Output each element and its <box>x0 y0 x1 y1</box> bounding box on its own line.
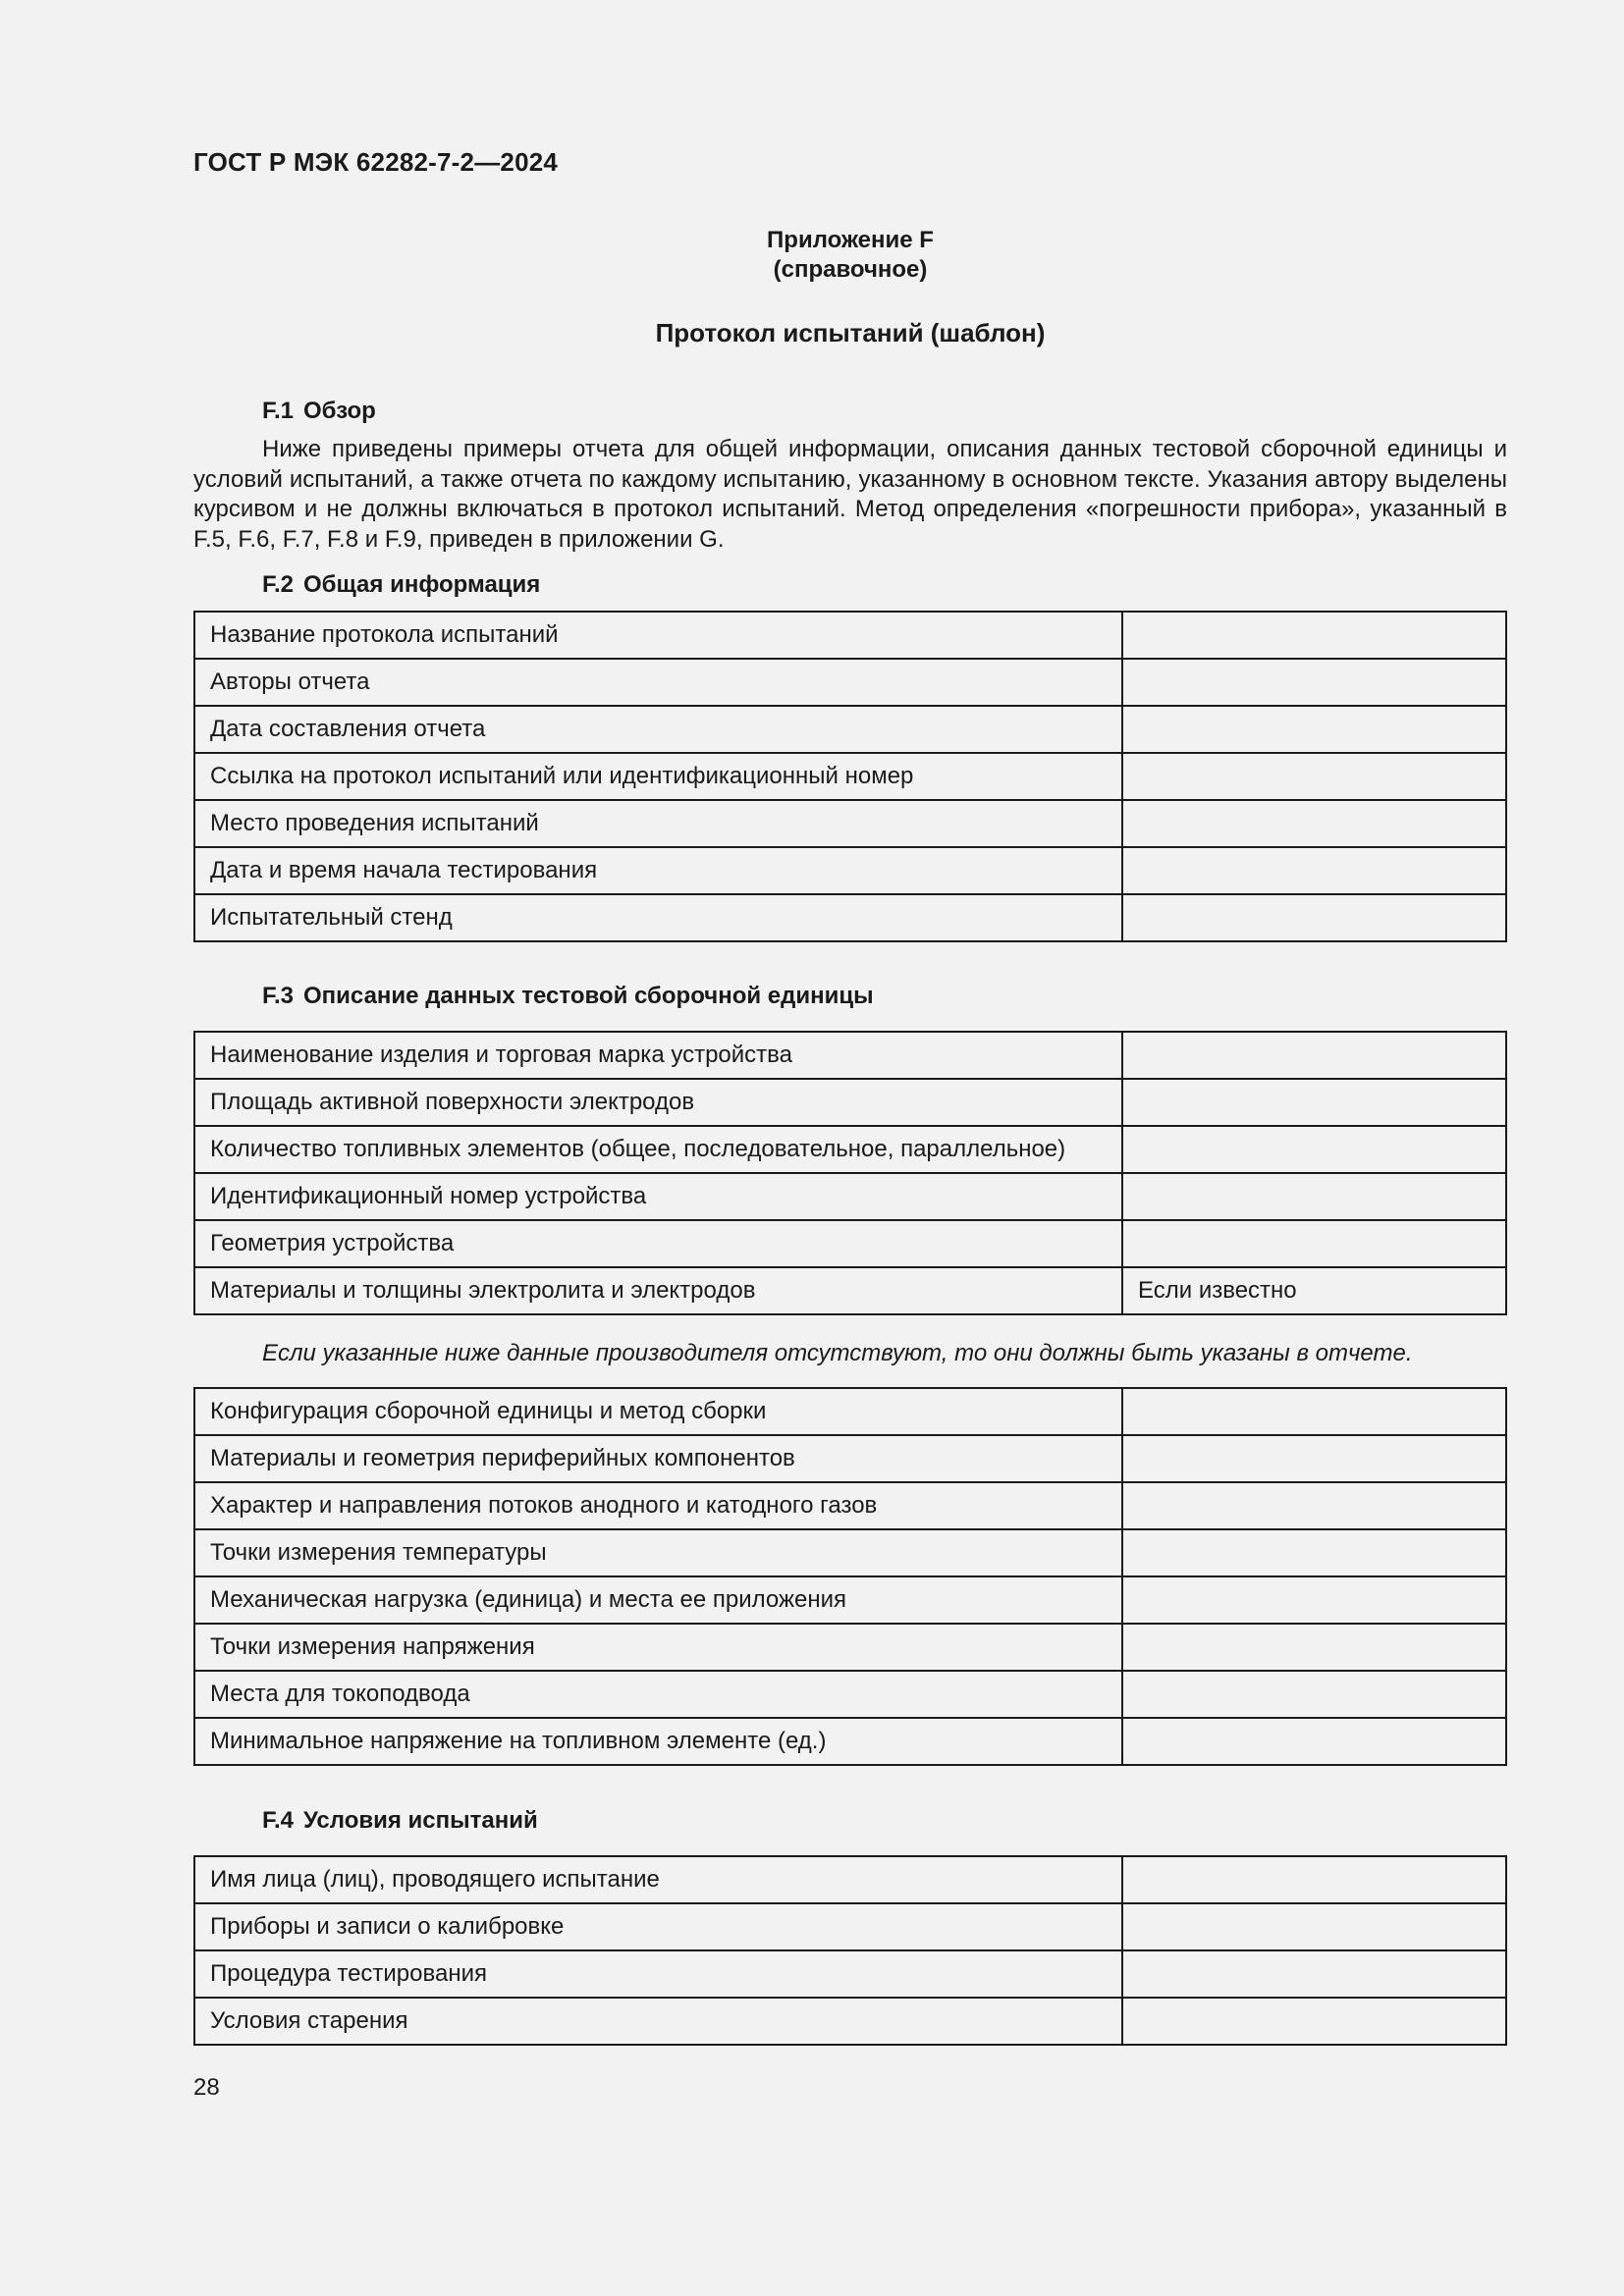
test-unit-table <box>193 1031 1507 1315</box>
table-row <box>194 1079 1506 1126</box>
row-value <box>1122 1173 1506 1220</box>
row-value <box>1122 1079 1506 1126</box>
section-f4-title: Условия испытаний <box>303 1807 538 1834</box>
table-row <box>194 1856 1506 1903</box>
section-f3-title: Описание данных тестовой сборочной единицы <box>303 983 874 1009</box>
row-value <box>1122 1998 1506 2045</box>
row-value <box>1122 1482 1506 1529</box>
section-f1-heading <box>262 398 376 425</box>
table-row <box>194 659 1506 706</box>
row-value <box>1122 1671 1506 1718</box>
table-row <box>194 1671 1506 1718</box>
table-row <box>194 1903 1506 1950</box>
table-row <box>194 1220 1506 1267</box>
table-row <box>194 1435 1506 1482</box>
row-label: Авторы отчета <box>194 659 1122 706</box>
table-row <box>194 1718 1506 1765</box>
row-label: Процедура тестирования <box>194 1950 1122 1998</box>
table-row <box>194 1950 1506 1998</box>
author-note: Если указанные ниже данные производителя отсутствуют, то они должны быть указаны в отчете. <box>262 1340 1413 1366</box>
row-value <box>1122 1718 1506 1765</box>
section-f2-title: Общая информация <box>303 571 541 598</box>
row-label: Приборы и записи о калибровке <box>194 1903 1122 1950</box>
general-info-table <box>193 611 1507 942</box>
row-value <box>1122 1950 1506 1998</box>
row-value <box>1122 1435 1506 1482</box>
table-row <box>194 1624 1506 1671</box>
table-row <box>194 847 1506 894</box>
section-f1-paragraph: Ниже приведены примеры отчета для общей информации, описания данных тестовой сборочной единицы и условий испытаний, а также отчета по каждому испытанию, указанному в основном тексте. Указания автору выделены курсивом и не должны включаться в протокол испытаний. Метод определения «погрешности прибора», указанный в F.5, F.6, F.7, F.8 и F.9, приведен в приложении G. <box>193 436 1507 553</box>
row-value <box>1122 800 1506 847</box>
table-row <box>194 1032 1506 1079</box>
row-label: Материалы и толщины электролита и электродов <box>194 1267 1122 1314</box>
row-label: Механическая нагрузка (единица) и места ее приложения <box>194 1576 1122 1624</box>
table-row <box>194 1173 1506 1220</box>
row-value <box>1122 1624 1506 1671</box>
section-f1-number: F.1 <box>262 398 295 424</box>
row-value <box>1122 706 1506 753</box>
row-label: Идентификационный номер устройства <box>194 1173 1122 1220</box>
table-row <box>194 1576 1506 1624</box>
row-label: Дата составления отчета <box>194 706 1122 753</box>
table-row <box>194 1482 1506 1529</box>
row-label: Геометрия устройства <box>194 1220 1122 1267</box>
protocol-title: Протокол испытаний (шаблон) <box>655 318 1046 347</box>
row-value <box>1122 1529 1506 1576</box>
row-value <box>1122 659 1506 706</box>
table-row <box>194 1388 1506 1435</box>
section-f4-number: F.4 <box>262 1807 295 1834</box>
table-row <box>194 1126 1506 1173</box>
row-value <box>1122 1903 1506 1950</box>
row-label: Имя лица (лиц), проводящего испытание <box>194 1856 1122 1903</box>
row-label: Места для токоподвода <box>194 1671 1122 1718</box>
table-row <box>194 1267 1506 1314</box>
table-row <box>194 706 1506 753</box>
row-value <box>1122 753 1506 800</box>
table-row <box>194 1998 1506 2045</box>
row-value <box>1122 1856 1506 1903</box>
row-label: Условия старения <box>194 1998 1122 2045</box>
annex-heading <box>193 226 1507 285</box>
section-f4-heading <box>262 1807 538 1835</box>
row-value <box>1122 894 1506 941</box>
annex-title: Приложение F <box>767 227 934 253</box>
row-label: Количество топливных элементов (общее, последовательное, параллельное) <box>194 1126 1122 1173</box>
row-value <box>1122 1032 1506 1079</box>
table-row <box>194 612 1506 659</box>
row-value <box>1122 1388 1506 1435</box>
section-f2-heading <box>262 571 540 599</box>
row-label: Испытательный стенд <box>194 894 1122 941</box>
row-value <box>1122 1576 1506 1624</box>
row-label: Материалы и геометрия периферийных компонентов <box>194 1435 1122 1482</box>
section-f3-heading <box>262 983 874 1010</box>
row-label: Дата и время начала тестирования <box>194 847 1122 894</box>
row-label: Точки измерения температуры <box>194 1529 1122 1576</box>
section-f3-number: F.3 <box>262 983 295 1009</box>
row-value: Если известно <box>1122 1267 1506 1314</box>
page-number: 28 <box>193 2074 220 2101</box>
table-row <box>194 894 1506 941</box>
annex-subtitle: (справочное) <box>773 256 928 283</box>
section-f2-number: F.2 <box>262 571 295 598</box>
table-row <box>194 753 1506 800</box>
row-label: Название протокола испытаний <box>194 612 1122 659</box>
row-label: Место проведения испытаний <box>194 800 1122 847</box>
row-label: Точки измерения напряжения <box>194 1624 1122 1671</box>
row-label: Минимальное напряжение на топливном элементе (ед.) <box>194 1718 1122 1765</box>
row-label: Наименование изделия и торговая марка устройства <box>194 1032 1122 1079</box>
row-value <box>1122 612 1506 659</box>
table-row <box>194 1529 1506 1576</box>
row-label: Ссылка на протокол испытаний или идентификационный номер <box>194 753 1122 800</box>
row-value <box>1122 1220 1506 1267</box>
row-label: Конфигурация сборочной единицы и метод сборки <box>194 1388 1122 1435</box>
document-code: ГОСТ Р МЭК 62282-7-2—2024 <box>193 147 559 177</box>
test-conditions-table <box>193 1855 1507 2046</box>
section-f1-title: Обзор <box>303 398 376 424</box>
row-value <box>1122 847 1506 894</box>
row-label: Характер и направления потоков анодного и катодного газов <box>194 1482 1122 1529</box>
table-row <box>194 800 1506 847</box>
manufacturer-data-table <box>193 1387 1507 1766</box>
row-value <box>1122 1126 1506 1173</box>
row-label: Площадь активной поверхности электродов <box>194 1079 1122 1126</box>
